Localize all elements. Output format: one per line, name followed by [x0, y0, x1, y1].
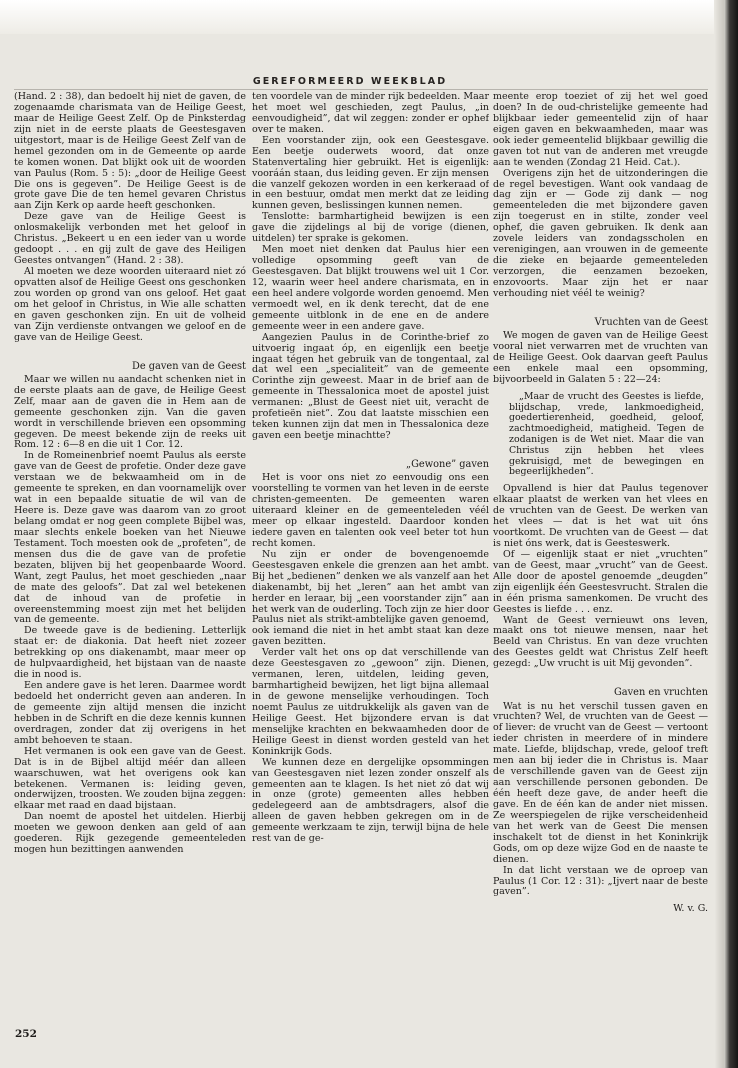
masthead-rule — [14, 89, 708, 90]
paragraph: Overigens zijn het de uitzonderingen die de regel bevestigen. Want ook vandaag de dag zijn er — Gode zij dank — nog gemeenteleden die met bijzondere gaven zijn toegerust en in stilte, zonder veel ophef, die gaven gebruiken. Ik denk aan zovele leiders van zondagsscholen en verenigingen, aan vrouwen in de gemeente die zieke en bejaarde gemeenteleden verzorgen, die eenzamen bezoeken, enzovoorts. Maar zijn het er naar verhouding niet véél te weinig? — [493, 167, 708, 299]
paragraph: Verder valt het ons op dat verschillende van deze Geestesgaven zo „gewoon” zijn. Dienen, vermanen, leren, uitdelen, leiding geven, barmhartigheid bewijzen, het ligt bijna allemaal in de gewone menselijke verhoudingen. Toch noemt Paulus ze uitdrukkelijk als gaven van de Heilige Geest. Het bijzondere ervan is dat menselijke krachten en bekwaamheden door de Heilige Geest in dienst worden gesteld van het Koninkrijk Gods. — [252, 647, 489, 757]
paragraph: Want de Geest vernieuwt ons leven, maakt ons tot nieuwe mensen, naar het Beeld van Christus. En van deze vruchten des Geestes geldt wat Christus Zelf heeft gezegd: „Uw vrucht is uit Mij gevonden”. — [493, 614, 708, 670]
paragraph: Al moeten we deze woorden uiteraard niet zó opvatten alsof de Heilige Geest ons geschonken zou worden op grond van ons geloof. Het gaat om het geloof in Christus, in Wie alle schatten en gaven geschonken zijn. En uit de volheid van Zijn verdienste ontvangen we geloof en de gave van de Heilige Geest. — [14, 266, 246, 343]
paragraph: Het vermanen is ook een gave van de Geest. Dat is in de Bijbel altijd méér dan alleen waarschuwen, wat het overigens ook kan betekenen. Vermanen is: leiding geven, onderwijzen, troosten. We zouden bijna zeggen: elkaar met raad en daad bijstaan. — [14, 745, 246, 812]
paragraph: Een andere gave is het leren. Daarmee wordt bedoeld het onderricht geven aan anderen. In de gemeente zijn altijd mensen die inzicht hebben in de Schrift en die deze kennis kunnen overdragen, zonder dat zij overigens in het ambt behoeven te staan. — [14, 680, 246, 746]
paragraph: De tweede gave is de bediening. Letterlijk staat er: de diakonia. Dat heeft niet zozeer betrekking op ons diakenambt, maar meer op de hulpvaardigheid, het bijstaan van de naaste die in nood is. — [14, 625, 246, 681]
paragraph: We kunnen deze en dergelijke opsommingen van Geestesgaven niet lezen zonder onszelf als gemeenten aan te klagen. Is het niet zó dat wij in onze (grote) gemeenten alles hebben gedelegeerd aan de ambtsdragers, alsof die alleen de gaven hebben gekregen om in de gemeente werkzaam te zijn, terwijl bijna de hele rest van de ge- — [252, 756, 489, 845]
column-3 — [493, 92, 708, 1044]
page-binding-shadow — [724, 0, 738, 1068]
section-heading: De gaven van de Geest — [131, 360, 246, 372]
paragraph: Een voorstander zijn, ook een Geestesgave. Een beetje ouderwets woord, dat onze Statenvertaling hier gebruikt. Het is eigenlijk: vooráán staan, dus leiding geven. Er zijn mensen die vanzelf gekozen worden in een kerkeraad of in een bestuur, omdat men merkt dat ze leiding kunnen geven, beslissingen kunnen nemen. — [252, 134, 489, 212]
paragraph: Nu zijn er onder de bovengenoemde Geestesgaven enkele die grenzen aan het ambt. Bij het „bedienen” denken we als vanzelf aan het diakenambt, bij het „leren” aan het ambt van herder en leraar, bij „een voorstander zijn” aan het werk van de ouderling. Toch zijn ze hier door Paulus niet als strikt-ambtelijke gaven genoemd, ook iemand die niet in het ambt staat kan deze gaven bezitten. — [252, 548, 489, 648]
author-signature: W. v. G. — [673, 903, 708, 915]
paragraph: We mogen de gaven van de Heilige Geest vooral niet verwarren met de vruchten van de Heilige Geest. Ook daarvan geeft Paulus een enkele maal een opsomming, bijvoorbeeld in Galaten 5 : 22—24: — [493, 330, 708, 385]
paragraph: Tenslotte: barmhartigheid bewijzen is een gave die zijdelings al bij de vorige (dienen, uitdelen) ter sprake is gekomen. — [252, 211, 489, 245]
section-heading: „Gewone” gaven — [406, 459, 489, 470]
paragraph: Maar we willen nu aandacht schenken niet in de eerste plaats aan de gave, de Heilige Geest Zelf, maar aan de gaven die in Hem aan de gemeente geschonken zijn. Van die gaven wordt in verschillende brieven een opsomming gegeven. De meest bekende zijn de reeks uit Rom. 12 : 6—8 en die uit 1 Cor. 12. — [14, 373, 246, 451]
paragraph: Dan noemt de apostel het uitdelen. Hierbij moeten we gewoon denken aan geld of aan goederen. Rijk gezegende gemeenteleden mogen hun bezittingen aanwenden — [14, 811, 246, 856]
paragraph: ten voordele van de minder rijk bedeelden. Maar het moet wel geschieden, zegt Paulus, „in eenvoudigheid”, dat wil zeggen: zonder er ophef over te maken. — [252, 92, 489, 135]
page-fold — [714, 0, 724, 1068]
scripture-quote — [509, 392, 704, 479]
paragraph: Of — eigenlijk staat er niet „vruchten” van de Geest, maar „vrucht” van de Geest. Alle door de apostel genoemde „deugden” zijn eigenlijk één Geestesvrucht. Stralen die in één prisma samenkomen. De vrucht des Geestes is liefde . . . enz. — [493, 548, 708, 615]
column-2 — [252, 92, 489, 1044]
masthead: GEREFORMEERD WEEKBLAD — [252, 76, 448, 87]
paragraph: In de Romeinenbrief noemt Paulus als eerste gave van de Geest de profetie. Onder deze gave verstaan we de bekwaamheid om in de gemeente te spreken, en dan voornamelijk over wat in een bepaalde situatie de wil van de Heere is. Deze gave was daarom van zo groot belang omdat er nog geen complete Bijbel was, maar slechts enkele boeken van het Nieuwe Testament. Toch moesten ook de „profeten”, de mensen dus die de gave van de profetie bezaten, blijven bij het geopenbaarde Woord. Want, zegt Paulus, het moet geschieden „naar de mate des geloofs”. Dat zal wel betekenen dat de inhoud van de profetie in overeenstemming moest zijn met het belijden van de gemeente. — [14, 450, 246, 626]
paragraph: Deze gave van de Heilige Geest is onlosmakelijk verbonden met het geloof in Christus. „Bekeert u en een ieder van u worde gedoopt . . . en gij zult de gave des Heiligen Geestes ontvangen” (Hand. 2 : 38). — [14, 211, 246, 267]
paragraph: meente erop toeziet of zij het wel goed doen? In de oud-christelijke gemeente had blijkbaar ieder gemeentelid zijn of haar eigen gaven en bekwaamheden, maar was ook ieder gemeentelid blijkbaar gewillig die gaven tot nut van de anderen met vreugde aan te wenden (Zondag 21 Heid. Cat.). — [493, 92, 708, 168]
section-heading: Gaven en vruchten — [613, 687, 708, 699]
page-number: 252 — [15, 1028, 37, 1040]
paragraph: Opvallend is hier dat Paulus tegenover elkaar plaatst de werken van het vlees en de vruchten van de Geest. De werken van het vlees — dat is het wat uit óns voortkomt. De vruchten van de Geest — dat is niet óns werk, dat is Geesteswerk. — [493, 483, 708, 549]
paragraph: Wat is nu het verschil tussen gaven en vruchten? Wel, de vruchten van de Geest — of liever: de vrucht van de Geest — vertoont ieder christen in meerdere of in mindere mate. Liefde, blijdschap, vrede, geloof treft men aan bij ieder die in Christus is. Maar de verschillende gaven van de Geest zijn aan verschillende personen gebonden. De één heeft deze gave, de ander heeft die gave. En de één kan de ander niet missen. Ze weerspiegelen de rijke verscheidenheid van het werk van de Geest Die mensen inschakelt tot de dienst in het Koninkrijk Gods, om op deze wijze God en de naaste te dienen. — [493, 700, 708, 865]
paragraph: In dat licht verstaan we de oproep van Paulus (1 Cor. 12 : 31): „Ijvert naar de beste gaven”. — [493, 864, 708, 898]
page-top-edge — [0, 0, 738, 34]
paragraph: (Hand. 2 : 38), dan bedoelt hij niet de gaven, de zogenaamde charismata van de Heilige Geest, maar de Heilige Geest Zelf. Op de Pinksterdag zijn niet in de eerste plaats de Geestesgaven uitgestort, maar is de Heilige Geest Zelf van de hemel gezonden om in de Gemeente op aarde te komen wonen. Dat blijkt ook uit de woorden van Paulus (Rom. 5 : 5): „door de Heilige Geest Die ons is gegeven”. De Heilige Geest is de grote gave Die de ten hemel gevaren Christus aan Zijn Kerk op aarde heeft geschonken. — [14, 92, 246, 212]
column-1 — [14, 92, 246, 1044]
section-heading: Vruchten van de Geest — [594, 316, 708, 328]
quote-text: „Maar de vrucht des Geestes is liefde, blijdschap, vrede, lankmoedigheid, goedertierenheid, goedheid, geloof, zachtmoedigheid, matigheid. Tegen de zodanigen is de Wet niet. Maar die van Christus zijn hebben het vlees gekruisigd, met de bewegingen en begeerlijkheden”. — [509, 390, 704, 478]
paragraph: Men moet niet denken dat Paulus hier een volledige opsomming geeft van de Geestesgaven. Dat blijkt trouwens wel uit 1 Cor. 12, waarin weer heel andere charismata, en in een heel andere volgorde worden genoemd. Men vermoedt wel, en ik denk terecht, dat de ene gemeente uitblonk in de ene en de andere gemeente weer in een andere gave. — [252, 244, 489, 332]
paragraph: Het is voor ons niet zo eenvoudig ons een voorstelling te vormen van het leven in de eerste christen-gemeenten. De gemeenten waren uiteraard kleiner en de gemeenteleden véél meer op elkaar ingesteld. Daardoor konden iedere gaven en talenten ook veel beter tot hun recht komen. — [252, 472, 489, 549]
paragraph: Aangezien Paulus in de Corinthe-brief zo uitvoerig ingaat óp, en eigenlijk een beetje ingaat tégen het gebruik van de tongentaal, zal dat wel een „specialiteit” van de gemeente Corinthe zijn geweest. Maar in de brief aan de gemeente in Thessalonica moet de apostel juist vermanen: „Blust de Geest niet uit, veracht de profetieën niet”. Zou dat laatste misschien een teken kunnen zijn dat men in Thessalonica deze gaven een beetje minachtte? — [252, 331, 489, 442]
